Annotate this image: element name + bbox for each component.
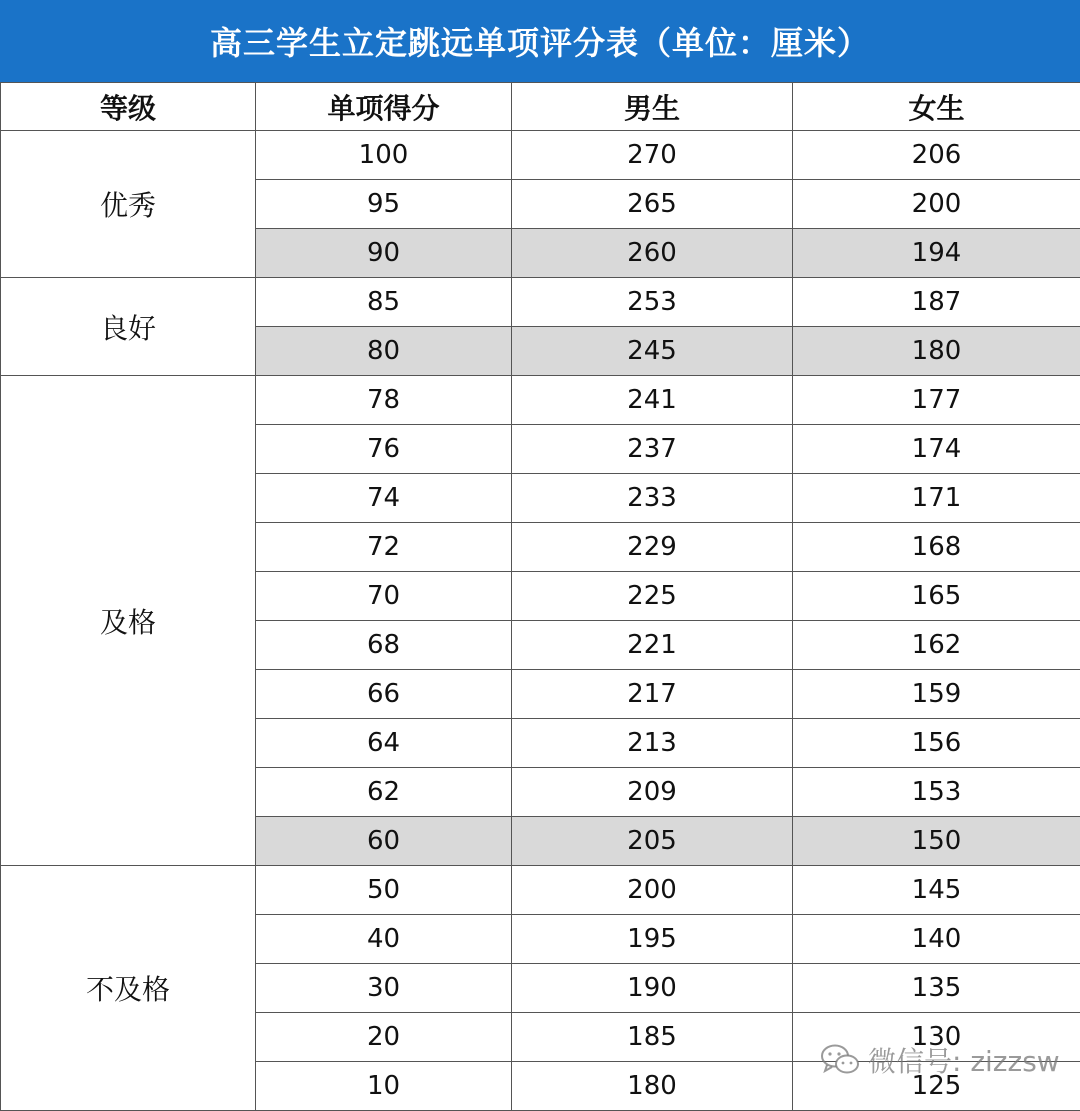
female-cell: 156 [793,719,1080,768]
level-cell: 及格 [1,376,256,866]
score-cell: 20 [256,1013,512,1062]
level-cell: 不及格 [1,866,256,1111]
female-cell: 194 [793,229,1080,278]
female-cell: 165 [793,572,1080,621]
male-cell: 217 [512,670,793,719]
score-cell: 66 [256,670,512,719]
score-cell: 74 [256,474,512,523]
score-cell: 78 [256,376,512,425]
female-cell: 145 [793,866,1080,915]
male-cell: 185 [512,1013,793,1062]
table-row [1,278,1080,327]
watermark-text: 微信号: zizzsw [868,1040,1060,1080]
score-cell: 72 [256,523,512,572]
male-cell: 180 [512,1062,793,1111]
table-row [1,376,1080,425]
female-cell: 135 [793,964,1080,1013]
male-cell: 265 [512,180,793,229]
male-cell: 253 [512,278,793,327]
male-cell: 190 [512,964,793,1013]
female-cell: 180 [793,327,1080,376]
female-cell: 125 [793,1062,1080,1111]
score-cell: 60 [256,817,512,866]
male-cell: 221 [512,621,793,670]
header-female: 女生 [793,83,1080,131]
score-cell: 70 [256,572,512,621]
level-cell: 良好 [1,278,256,376]
male-cell: 229 [512,523,793,572]
male-cell: 270 [512,131,793,180]
male-cell: 245 [512,327,793,376]
male-cell: 225 [512,572,793,621]
female-cell: 200 [793,180,1080,229]
male-cell: 237 [512,425,793,474]
score-cell: 40 [256,915,512,964]
wechat-icon [820,1043,860,1077]
table-title: 高三学生立定跳远单项评分表（单位：厘米） [0,0,1080,82]
score-cell: 90 [256,229,512,278]
male-cell: 233 [512,474,793,523]
female-cell: 187 [793,278,1080,327]
female-cell: 206 [793,131,1080,180]
score-cell: 100 [256,131,512,180]
score-cell: 95 [256,180,512,229]
male-cell: 195 [512,915,793,964]
female-cell: 177 [793,376,1080,425]
table-body [1,131,1080,1111]
female-cell: 168 [793,523,1080,572]
male-cell: 213 [512,719,793,768]
score-cell: 80 [256,327,512,376]
female-cell: 140 [793,915,1080,964]
male-cell: 205 [512,817,793,866]
score-cell: 85 [256,278,512,327]
score-cell: 10 [256,1062,512,1111]
table-row [1,866,1080,915]
header-score: 单项得分 [256,83,512,131]
header-male: 男生 [512,83,793,131]
level-cell: 优秀 [1,131,256,278]
score-cell: 50 [256,866,512,915]
female-cell: 174 [793,425,1080,474]
male-cell: 241 [512,376,793,425]
score-cell: 68 [256,621,512,670]
score-cell: 76 [256,425,512,474]
female-cell: 150 [793,817,1080,866]
male-cell: 260 [512,229,793,278]
female-cell: 171 [793,474,1080,523]
score-cell: 64 [256,719,512,768]
score-cell: 30 [256,964,512,1013]
male-cell: 200 [512,866,793,915]
score-table [0,82,1080,1111]
female-cell: 159 [793,670,1080,719]
watermark [820,1040,1060,1080]
female-cell: 153 [793,768,1080,817]
male-cell: 209 [512,768,793,817]
female-cell: 162 [793,621,1080,670]
header-level: 等级 [1,83,256,131]
female-cell: 130 [793,1013,1080,1062]
table-row [1,131,1080,180]
header-row [1,83,1080,131]
score-cell: 62 [256,768,512,817]
